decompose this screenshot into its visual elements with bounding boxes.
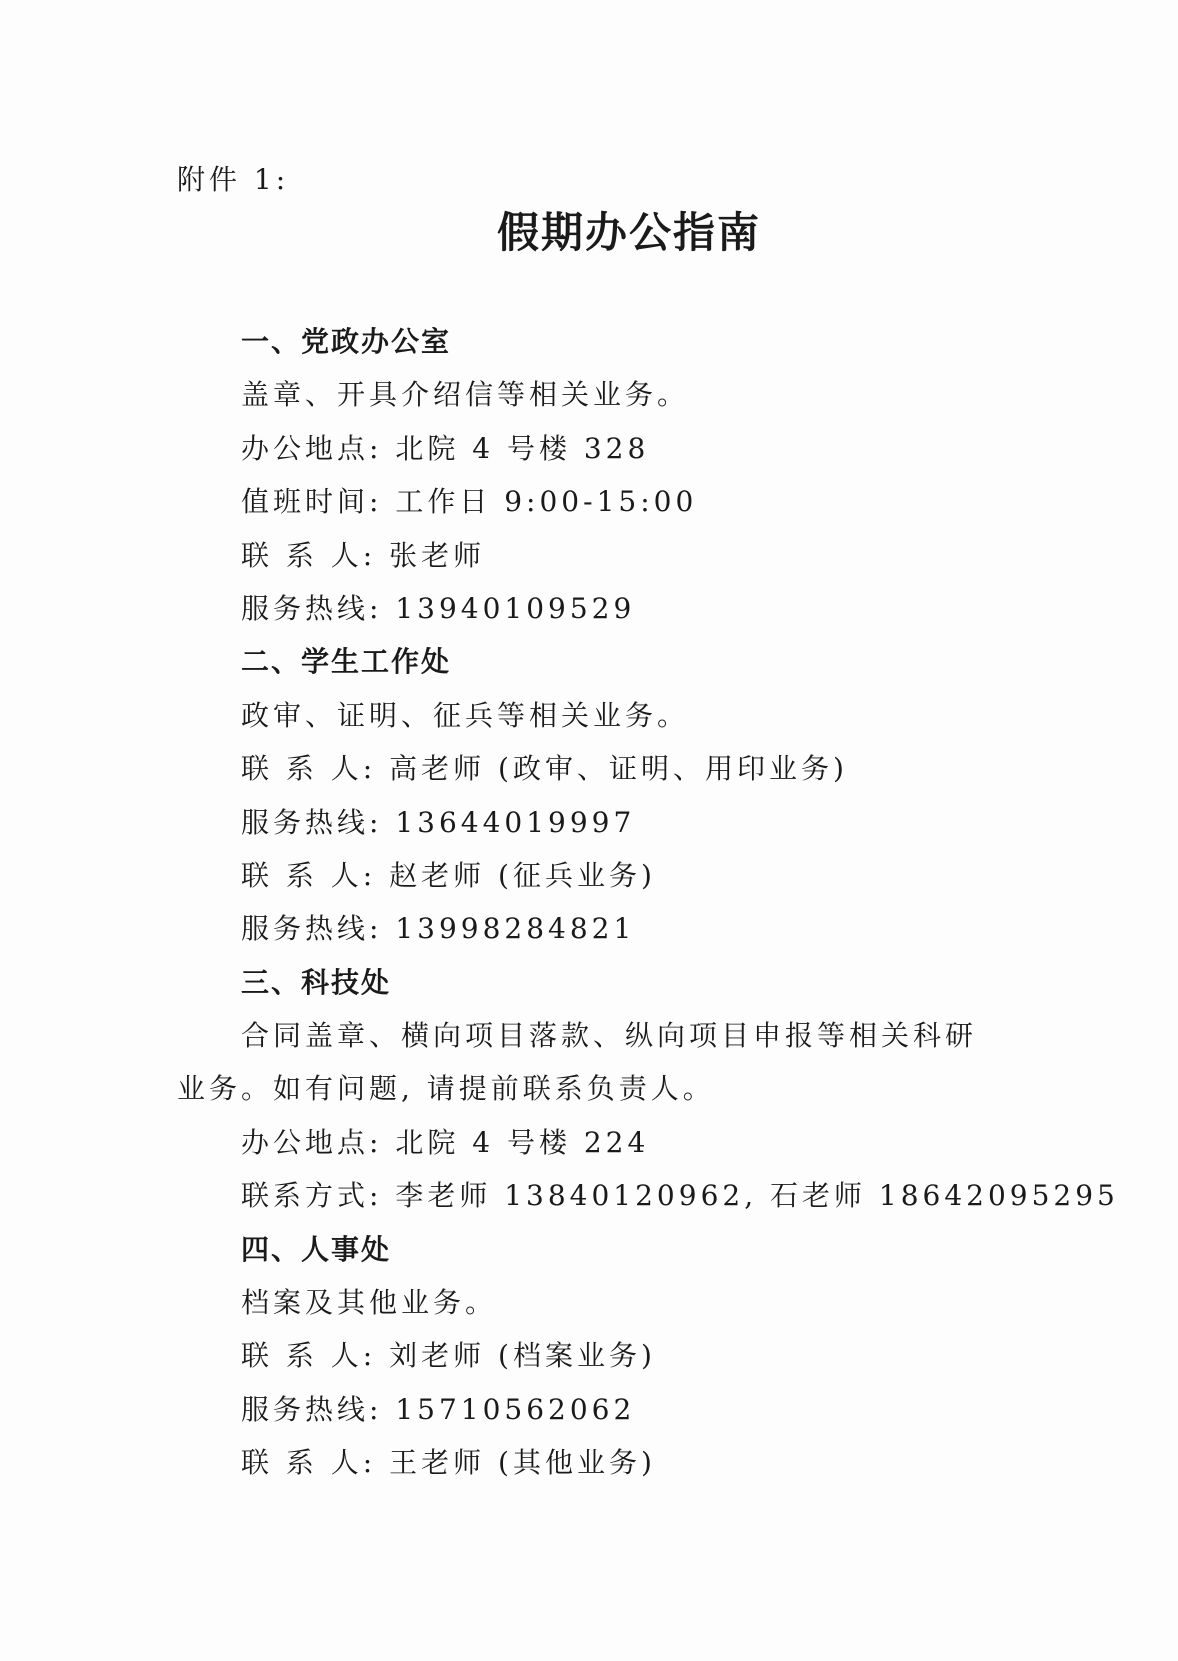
contact-person: 联 系 人: 高老师 (政审、证明、用印业务) (241, 752, 848, 786)
office-location: 办公地点: 北院 4 号楼 224 (241, 1125, 650, 1159)
service-hotline: 服务热线: 15710562062 (241, 1392, 636, 1426)
attachment-label: 附件 1: (177, 163, 290, 196)
contact-person: 联 系 人: 刘老师 (档案业务) (241, 1339, 656, 1373)
section-description: 政审、证明、征兵等相关业务。 (241, 698, 690, 732)
section-heading-student-affairs: 二、学生工作处 (241, 645, 452, 679)
contact-method: 联系方式: 李老师 13840120962, 石老师 18642095295 (241, 1179, 1119, 1213)
contact-person: 联 系 人: 张老师 (241, 538, 486, 572)
service-hotline: 服务热线: 13644019997 (241, 805, 636, 839)
document-body (177, 315, 1119, 1490)
section-description: 档案及其他业务。 (241, 1286, 498, 1320)
contact-person: 联 系 人: 赵老师 (征兵业务) (241, 858, 656, 892)
section-description: 盖章、开具介绍信等相关业务。 (241, 378, 690, 412)
duty-hours: 值班时间: 工作日 9:00-15:00 (241, 485, 698, 519)
document-title: 假期办公指南 (496, 208, 761, 257)
service-hotline: 服务热线: 13998284821 (241, 912, 636, 946)
section-description: 合同盖章、横向项目落款、纵向项目申报等相关科研业务。如有问题, 请提前联系负责人。 (177, 1019, 978, 1106)
contact-person: 联 系 人: 王老师 (其他业务) (241, 1446, 656, 1480)
section-heading-party-office: 一、党政办公室 (241, 325, 452, 358)
office-location: 办公地点: 北院 4 号楼 328 (241, 431, 650, 465)
section-heading-science-tech: 三、科技处 (241, 965, 392, 999)
section-heading-hr: 四、人事处 (241, 1232, 392, 1266)
service-hotline: 服务热线: 13940109529 (241, 591, 636, 625)
